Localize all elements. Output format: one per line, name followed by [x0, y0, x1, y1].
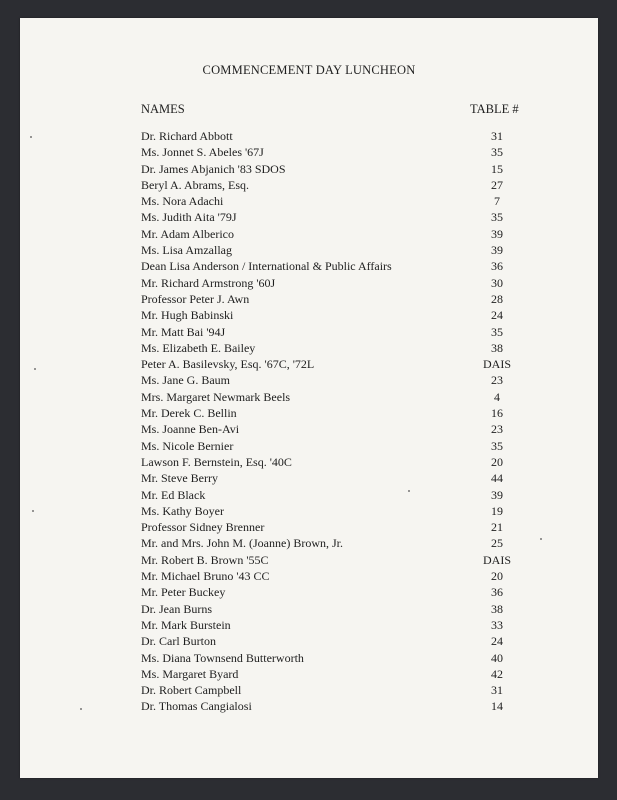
guest-name: Ms. Elizabeth E. Bailey [141, 340, 256, 355]
guest-row [141, 568, 531, 584]
guest-row [141, 682, 531, 698]
guest-name: Beryl A. Abrams, Esq. [141, 177, 249, 192]
guest-name: Ms. Nora Adachi [141, 194, 224, 209]
guest-name: Mr. Derek C. Bellin [141, 406, 237, 421]
guest-name: Ms. Joanne Ben-Avi [141, 422, 240, 437]
guest-row [141, 470, 531, 486]
guest-row [141, 356, 531, 372]
table-number-column-header: TABLE # [470, 102, 519, 116]
guest-row [141, 258, 531, 274]
paper-speck [34, 368, 36, 370]
guest-row [141, 144, 531, 160]
guest-row [141, 584, 531, 600]
guest-table-number: DAIS [482, 357, 511, 372]
guest-name: Mr. Ed Black [141, 487, 206, 502]
guest-row [141, 666, 531, 682]
guest-row [141, 552, 531, 568]
guest-name: Dr. Richard Abbott [141, 129, 233, 143]
guest-table-number: 30 [491, 275, 503, 290]
paper-speck [80, 708, 82, 710]
guest-name: Dr. Carl Burton [141, 634, 216, 649]
guest-name: Mr. Peter Buckey [141, 585, 226, 600]
guest-table-number: 28 [491, 291, 503, 306]
guest-table-number: 7 [494, 194, 500, 209]
guest-name: Mr. Robert B. Brown '55C [141, 552, 269, 567]
guest-table-number: 39 [491, 487, 503, 502]
guest-table-number: 39 [491, 226, 503, 241]
guest-name: Mr. Adam Alberico [141, 226, 234, 241]
guest-table-number: DAIS [482, 552, 511, 567]
guest-table-number: 42 [491, 666, 503, 681]
guest-name: Mr. and Mrs. John M. (Joanne) Brown, Jr. [141, 536, 343, 551]
guest-name: Ms. Jane G. Baum [141, 373, 230, 388]
guest-table-number: 23 [491, 422, 503, 437]
guest-row [141, 650, 531, 666]
guest-row [141, 438, 531, 454]
guest-row [141, 535, 531, 551]
guest-name: Mr. Hugh Babinski [141, 308, 234, 323]
guest-name: Ms. Kathy Boyer [141, 503, 224, 518]
guest-row [141, 633, 531, 649]
guest-row [141, 275, 531, 291]
guest-row [141, 372, 531, 388]
guest-table-number: 15 [491, 161, 503, 176]
guest-row [141, 698, 531, 714]
guest-name: Mr. Mark Burstein [141, 617, 231, 632]
guest-name: Ms. Nicole Bernier [141, 438, 234, 453]
guest-row [141, 340, 531, 356]
guest-table-number: 25 [491, 536, 503, 551]
guest-row [141, 291, 531, 307]
document-title: COMMENCEMENT DAY LUNCHEON [202, 63, 416, 77]
guest-row [141, 503, 531, 519]
guest-table-number: 24 [491, 634, 503, 649]
guest-name: Mr. Michael Bruno '43 CC [141, 569, 270, 584]
guest-table-number: 23 [491, 373, 503, 388]
guest-table-number: 14 [491, 699, 503, 714]
guest-name: Peter A. Basilevsky, Esq. '67C, '72L [141, 357, 315, 372]
guest-table-number: 19 [491, 503, 503, 518]
guest-table-number: 36 [491, 585, 503, 600]
guest-table-number: 27 [491, 177, 503, 192]
guest-name: Ms. Jonnet S. Abeles '67J [141, 145, 264, 160]
guest-name: Dr. James Abjanich '83 SDOS [141, 161, 286, 176]
guest-row [141, 226, 531, 242]
guest-name: Professor Peter J. Awn [141, 291, 250, 306]
guest-name: Ms. Margaret Byard [141, 666, 239, 681]
guest-name: Dean Lisa Anderson / International & Public Affairs [141, 259, 392, 274]
guest-row [141, 161, 531, 177]
guest-table-number: 20 [491, 569, 503, 584]
guest-table-number: 39 [491, 243, 503, 258]
guest-table-number: 4 [494, 389, 500, 404]
guest-row [141, 389, 531, 405]
guest-table-number: 38 [491, 601, 503, 616]
guest-table-number: 38 [491, 340, 503, 355]
guest-list [141, 128, 531, 715]
guest-table-number: 21 [491, 520, 503, 535]
guest-row [141, 421, 531, 437]
guest-table-number: 40 [491, 650, 503, 665]
guest-table-number: 33 [491, 617, 503, 632]
guest-name: Dr. Robert Campbell [141, 683, 242, 698]
guest-name: Mrs. Margaret Newmark Beels [141, 389, 291, 404]
guest-name: Mr. Richard Armstrong '60J [141, 275, 276, 290]
guest-table-number: 31 [491, 129, 503, 143]
guest-table-number: 44 [491, 471, 503, 486]
guest-table-number: 35 [491, 324, 503, 339]
guest-name: Dr. Thomas Cangialosi [141, 699, 252, 714]
guest-row [141, 519, 531, 535]
guest-row [141, 454, 531, 470]
paper-speck [540, 538, 542, 540]
guest-name: Dr. Jean Burns [141, 601, 212, 616]
document-page [20, 18, 598, 778]
guest-name: Ms. Judith Aita '79J [141, 210, 237, 225]
guest-row [141, 324, 531, 340]
guest-row [141, 601, 531, 617]
guest-table-number: 16 [491, 406, 503, 421]
paper-speck [408, 490, 410, 492]
guest-row [141, 177, 531, 193]
guest-name: Ms. Diana Townsend Butterworth [141, 650, 304, 665]
guest-row [141, 128, 531, 144]
guest-name: Mr. Steve Berry [141, 471, 218, 486]
guest-row [141, 209, 531, 225]
guest-name: Professor Sidney Brenner [141, 520, 265, 535]
guest-table-number: 35 [491, 145, 503, 160]
guest-row [141, 307, 531, 323]
guest-table-number: 35 [491, 210, 503, 225]
guest-name: Ms. Lisa Amzallag [141, 243, 232, 258]
guest-name: Lawson F. Bernstein, Esq. '40C [141, 454, 292, 469]
guest-table-number: 31 [491, 683, 503, 698]
paper-speck [30, 136, 32, 138]
guest-table-number: 35 [491, 438, 503, 453]
guest-row [141, 242, 531, 258]
guest-table-number: 36 [491, 259, 503, 274]
guest-name: Mr. Matt Bai '94J [141, 324, 226, 339]
guest-row [141, 193, 531, 209]
guest-row [141, 487, 531, 503]
guest-row [141, 617, 531, 633]
paper-speck [32, 510, 34, 512]
guest-table-number: 20 [491, 454, 503, 469]
guest-table-number: 24 [491, 308, 503, 323]
names-column-header: NAMES [141, 102, 185, 116]
guest-row [141, 405, 531, 421]
